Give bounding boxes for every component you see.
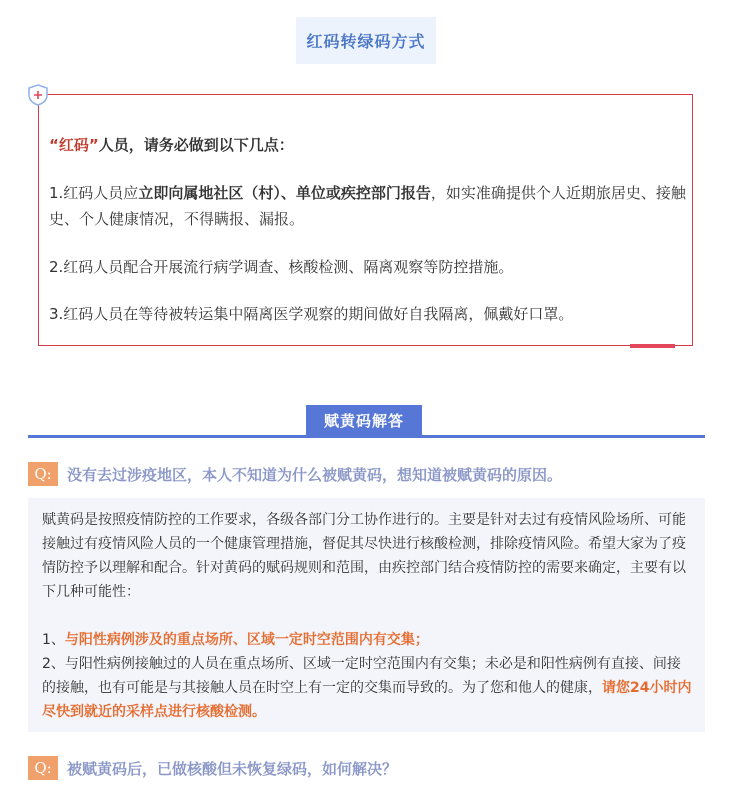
section-title: 红码转绿码方式 [306, 32, 426, 51]
yellow-code-title: 赋黄码解答 [323, 412, 404, 430]
q-badge-2: Q: [28, 756, 58, 780]
section-title-box [296, 17, 436, 64]
item1-prefix: 1.红码人员应 [49, 184, 139, 202]
point-2-highlight: 请您24小时内尽快到就近的采样点进行核酸检测。 [42, 680, 692, 720]
point-1-highlight: 与阳性病例涉及的重点场所、区域一定时空范围内有交集； [64, 632, 429, 648]
red-notice-item-2: 2.红码人员配合开展流行病学调查、核酸检测、隔离观察等防控措施。 [49, 258, 514, 276]
red-code-quote: “红码” [49, 136, 99, 154]
red-notice-heading [49, 132, 689, 158]
point-2-text: 2、与阳性病例接触过的人员在重点场所、区域一定时空范围内有交集；未必是和阳性病例有直接、间接的接触，也有可能是与其接触人员在时空上有一定的交集而导致的。为了您和他人的健康， [42, 656, 681, 696]
yellow-code-header [28, 405, 705, 438]
red-accent-bar [630, 344, 675, 348]
question-2-text: 被赋黄码后，已做核酸但未恢复绿码，如何解决？ [67, 759, 398, 778]
shield-plus-icon [27, 84, 49, 106]
red-notice-item-3: 3.红码人员在等待被转运集中隔离医学观察的期间做好自我隔离，佩戴好口罩。 [49, 305, 574, 323]
item1-suffix: ，如实准确提供个人近期旅居史、接触史、个人健康情况，不得瞒报、漏报。 [49, 184, 686, 228]
q-badge: Q: [28, 462, 58, 486]
question-2 [28, 755, 397, 781]
point-1-prefix: 1、 [42, 632, 65, 648]
answer-1-intro: 赋黄码是按照疫情防控的工作要求，各级各部门分工协作进行的。主要是针对去过有疫情风险场所、可能接触过有疫情风险人员的一个健康管理措施，督促其尽快进行核酸检测，排除疫情风险。希望大家为了疫情防控予以理解和配合。针对黄码的赋码规则和范围，由疾控部门结合疫情防控的需要来确定，主要有以下几种可能性： [42, 512, 686, 600]
answer-1-box [28, 498, 705, 732]
yellow-code-title-tab [306, 405, 422, 436]
item1-bold: 立即向属地社区（村）、单位或疾控部门报告 [138, 184, 431, 202]
question-1-text: 没有去过涉疫地区，本人不知道为什么被赋黄码，想知道被赋黄码的原因。 [67, 465, 563, 484]
red-code-notice-box [38, 94, 693, 346]
red-heading-rest: 人员，请务必做到以下几点： [98, 136, 294, 154]
red-notice-item-1 [49, 180, 689, 232]
question-1 [28, 461, 562, 487]
answer-1-points [42, 628, 692, 724]
